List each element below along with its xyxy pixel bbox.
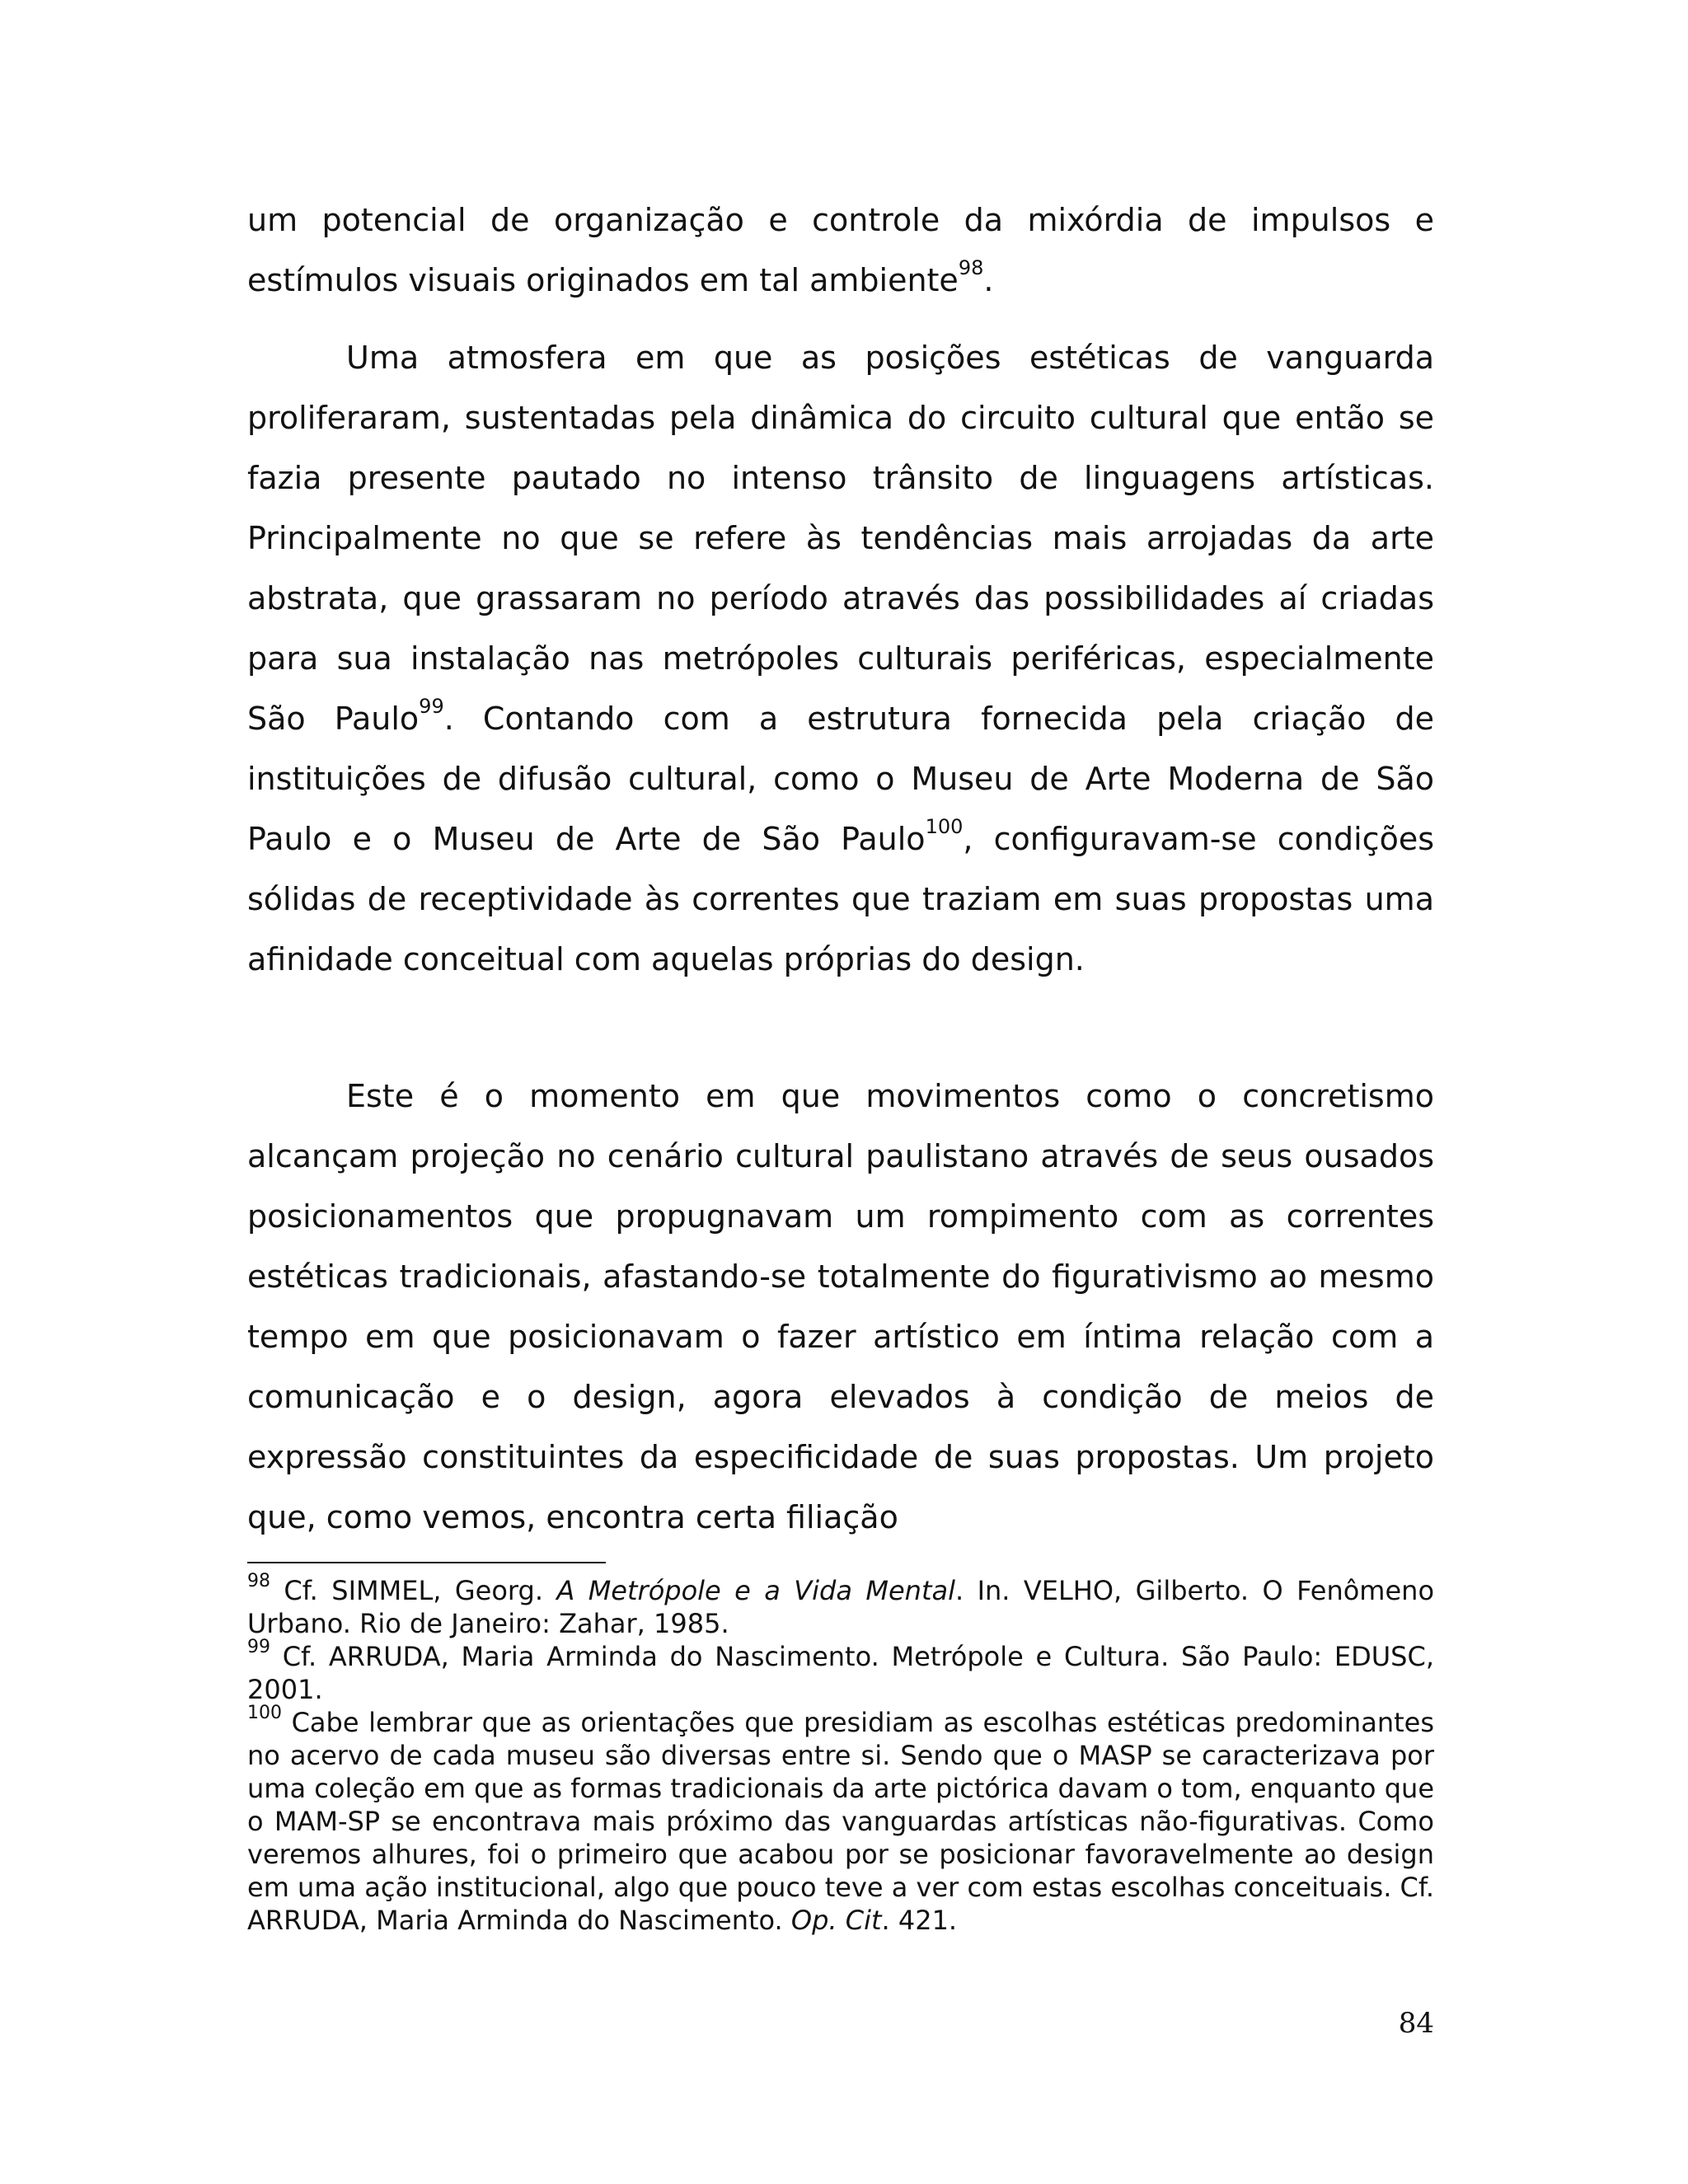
footnote-number: 99 [247, 1637, 270, 1658]
footnote-text: Cabe lembrar que as orientações que presidiam as escolhas estéticas predominantes no acervo de cada museu são diversas entre si. Sendo que o MASP se caracterizava por uma coleção em que as formas tradicionais da arte pictórica davam o tom, enquanto que o MAM-SP se encontrava mais próximo das vanguardas artísticas não-figurativas. Como veremos alhures, foi o primeiro que acabou por se posicionar favoravelmente ao design em uma ação institucional, algo que pouco teve a ver com estas escolhas conceituais. Cf. ARRUDA, Maria Arminda do Nascimento. [247, 1707, 1434, 1936]
footnote-citation: Op. Cit [790, 1905, 882, 1936]
footnote-text: . 421. [881, 1905, 958, 1936]
paragraph-text: um potencial de organização e controle da mixórdia de impulsos e estímulos visuais originados em tal ambiente [247, 202, 1434, 298]
footnote-separator [247, 1562, 606, 1563]
paragraph-text: Uma atmosfera em que as posições estéticas de vanguarda proliferaram, sustentadas pela dinâmica do circuito cultural que então se fazia presente pautado no intenso trânsito de linguagens artísticas. Principalmente no que se refere às tendências mais arrojadas da arte abstrata, que grassaram no período através das possibilidades aí criadas para sua instalação nas metrópoles culturais periféricas, especialmente São Paulo [247, 340, 1434, 737]
footnote-text: . In. VELHO, Gilberto. O Fenômeno Urbano. Rio de Janeiro: Zahar, 1985. [247, 1575, 1435, 1639]
footnote-title: A Metrópole e a Vida Mental [556, 1575, 955, 1606]
footnote-number: 100 [247, 1703, 282, 1724]
paragraph-text: , configuravam-se condições sólidas de receptividade às correntes que traziam em suas propostas uma afinidade conceitual com aquelas próprias do design. [247, 821, 1434, 977]
footnote-ref-100[interactable]: 100 [925, 815, 964, 839]
footnote-100 [247, 1703, 1434, 1937]
footnote-ref-98[interactable]: 98 [958, 256, 984, 280]
footnote-ref-99[interactable]: 99 [419, 695, 444, 719]
paragraph-continuation [247, 190, 1434, 311]
footnote-text: Cf. ARRUDA, Maria Arminda do Nascimento. Metrópole e Cultura. São Paulo: EDUSC, 2001. [247, 1641, 1434, 1705]
paragraph-vanguarda [247, 328, 1434, 990]
footnotes-section [247, 1571, 1435, 1937]
footnote-98 [247, 1571, 1435, 1640]
page-number: 84 [1398, 2007, 1434, 2040]
paragraph-text: . Contando com a estrutura fornecida pela criação de instituições de difusão cultural, como o Museu de Arte Moderna de São Paulo e o Museu de Arte de São Paulo [247, 701, 1434, 857]
paragraph-concretismo [247, 1066, 1434, 1548]
footnote-number: 98 [247, 1571, 270, 1592]
footnote-99 [247, 1637, 1434, 1706]
paragraph-punctuation: . [983, 262, 994, 298]
paragraph-text: Este é o momento em que movimentos como o concretismo alcançam projeção no cenário cultural paulistano através de seus ousados posicionamentos que propugnavam um rompimento com as correntes estéticas tradicionais, afastando-se totalmente do figurativismo ao mesmo tempo em que posicionavam o fazer artístico em íntima relação com a comunicação e o design, agora elevados à condição de meios de expressão constituintes da especificidade de suas propostas. Um projeto que, como vemos, encontra certa filiação [247, 1078, 1434, 1535]
footnote-text: Cf. SIMMEL, Georg. [270, 1575, 557, 1606]
